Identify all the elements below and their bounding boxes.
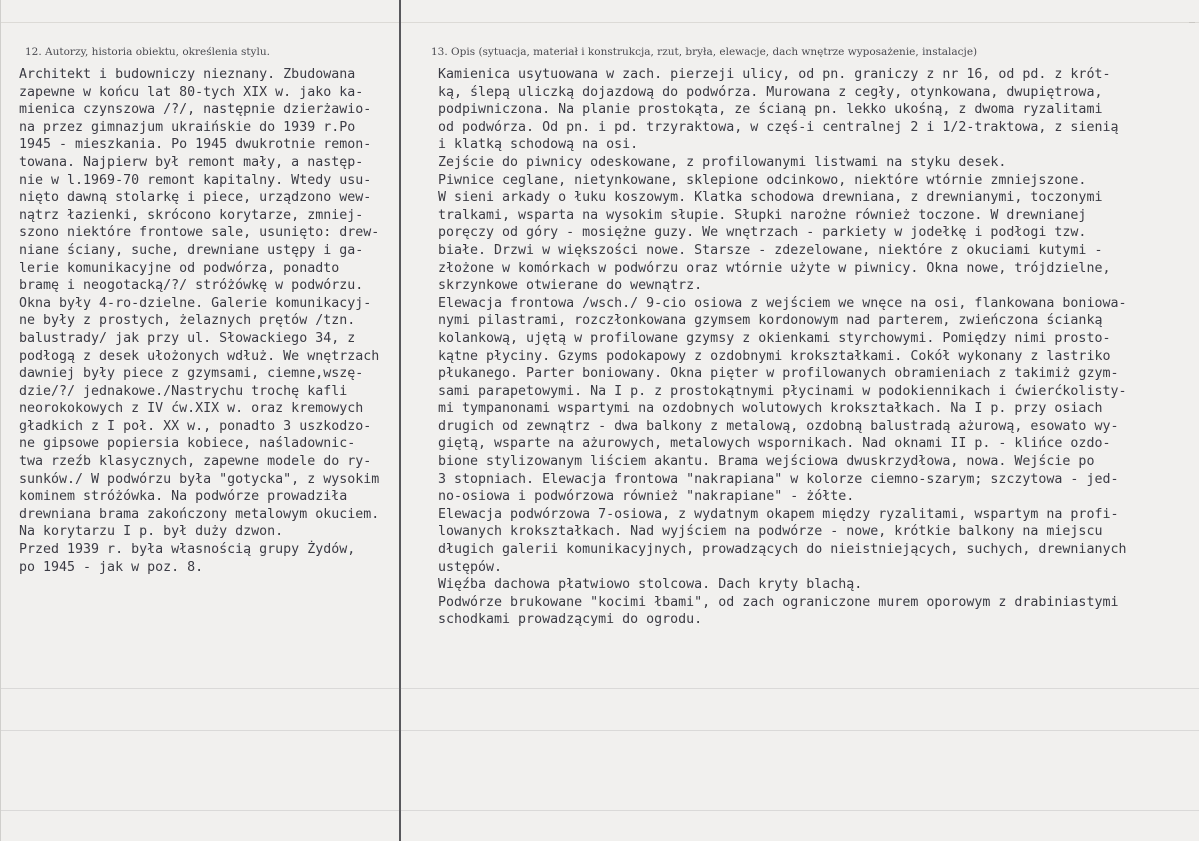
text-line: szono niektóre frontowe sale, usunięto: drew- bbox=[19, 225, 380, 241]
text-line: tralkami, wsparta na wysokim słupie. Słupki narożne również toczone. W drewnianej bbox=[438, 207, 1087, 223]
text-line: dawniej były piece z gzymsami, ciemne,wszę- bbox=[19, 366, 364, 382]
card-edge-mark bbox=[1189, 22, 1195, 23]
section-13-header: 13. Opis (sytuacja, materiał i konstrukcja, rzut, bryła, elewacje, dach wnętrze wyposażenie, instalacje) bbox=[431, 46, 978, 58]
text-line: podłogą z desek ułożonych wdłuż. We wnętrzach bbox=[19, 348, 380, 364]
text-line: nątrz łazienki, skrócono korytarze, zmniej- bbox=[19, 207, 364, 223]
text-line: twa rzeźb klasycznych, zapewne modele do ry- bbox=[19, 454, 372, 470]
text-line: i klatką schodową na osi. bbox=[438, 137, 639, 153]
text-line: lerie komunikacyjne od podwórza, ponadto bbox=[19, 260, 340, 276]
text-line: nie w l.1969-70 remont kapitalny. Wtedy usu- bbox=[19, 172, 372, 188]
text-line: sunków./ W podwórzu była "gotycka", z wysokim bbox=[19, 471, 380, 487]
section-12-header: 12. Autorzy, historia obiektu, określenia stylu. bbox=[25, 46, 270, 58]
text-line: ne były z prostych, żelaznych prętów /tzn. bbox=[19, 313, 356, 329]
text-line: ką, ślepą uliczką dojazdową do podwórza. Murowana z cegły, otynkowana, dwupiętrowa, bbox=[438, 84, 1103, 100]
text-line: podpiwniczona. Na planie prostokąta, ze ścianą pn. lekko ukośną, z dwoma ryzalitami bbox=[438, 102, 1103, 118]
text-line: zapewne w końcu lat 80-tych XIX w. jako ka- bbox=[19, 84, 364, 100]
text-line: bramę i neogotacką/?/ stróżówkę w podwórzu. bbox=[19, 278, 364, 294]
history-text-column bbox=[19, 66, 393, 576]
description-text-column bbox=[438, 66, 1190, 629]
text-line: sami parapetowymi. Na I p. z prostokątnymi płycinami w podokiennikach i ćwierćkolisty- bbox=[438, 383, 1127, 399]
text-line: towana. Najpierw był remont mały, a następ- bbox=[19, 154, 364, 170]
text-line: ne gipsowe popiersia kobiece, naśladownic- bbox=[19, 436, 356, 452]
text-line: mienica czynszowa /?/, następnie dzierżawio- bbox=[19, 102, 372, 118]
text-line: gładkich z I poł. XX w., ponadto 3 uszkodzo- bbox=[19, 418, 372, 434]
text-line: Kamienica usytuowana w zach. pierzeji ulicy, od pn. graniczy z nr 16, od pd. z krót- bbox=[438, 67, 1111, 82]
text-line: płukanego. Parter boniowany. Okna pięter w profilowanych obramieniach z takimiż gzym- bbox=[438, 366, 1119, 382]
text-line: Podwórze brukowane "kocimi łbami", od zach ograniczone murem oporowym z drabiniastymi bbox=[438, 594, 1119, 610]
text-line: balustrady/ jak przy ul. Słowackiego 34, z bbox=[19, 330, 356, 346]
text-line: ustępów. bbox=[438, 559, 503, 575]
text-line: W sieni arkady o łuku koszowym. Klatka schodowa drewniana, z drewnianymi, toczonymi bbox=[438, 190, 1103, 206]
text-line: poręczy od góry - mosiężne guzy. We wnętrzach - parkiety w jodełkę i podłogi tzw. bbox=[438, 225, 1087, 241]
text-line: Piwnice ceglane, nietynkowane, sklepione odcinkowo, niektóre wtórnie zmniejszone. bbox=[438, 172, 1087, 188]
text-line: skrzynkowe otwierane do wewnątrz. bbox=[438, 278, 703, 294]
text-line: drugich od zewnątrz - dwa balkony z metalową, ozdobną balustradą ażurową, esowato wy- bbox=[438, 418, 1119, 434]
text-line: Architekt i budowniczy nieznany. Zbudowana bbox=[19, 67, 356, 82]
text-line: lowanych krokształkach. Nad wyjściem na podwórze - nowe, krótkie balkony na miejscu bbox=[438, 524, 1103, 540]
text-line: nięto dawną stolarkę i piece, urządzono wew- bbox=[19, 190, 372, 206]
text-line: po 1945 - jak w poz. 8. bbox=[19, 559, 204, 575]
text-line: niane ściany, suche, drewniane ustępy i ga- bbox=[19, 242, 364, 258]
text-line: Na korytarzu I p. był duży dzwon. bbox=[19, 524, 284, 540]
text-line: mi tympanonami wspartymi na ozdobnych wolutowych krokształkach. Na I p. przy osiach bbox=[438, 401, 1103, 417]
text-line: dzie/?/ jednakowe./Nastrychu trochę kafli bbox=[19, 383, 348, 399]
text-line: kątne płyciny. Gzyms podokapowy z ozdobnymi krokształkami. Cokół wykonany z lastriko bbox=[438, 348, 1111, 364]
text-line: kominem stróżówka. Na podwórze prowadziła bbox=[19, 489, 348, 505]
text-line: drewniana brama zakończony metalowym okuciem. bbox=[19, 506, 380, 522]
text-line: bione stylizowanym liściem akantu. Brama wejściowa dwuskrzydłowa, nowa. Wejście po bbox=[438, 454, 1095, 470]
text-line: Zejście do piwnicy odeskowane, z profilowanymi listwami na styku desek. bbox=[438, 154, 1007, 170]
text-line: 3 stopniach. Elewacja frontowa "nakrapiana" w kolorze ciemno-szarym; szczytowa - jed- bbox=[438, 471, 1119, 487]
text-line: od podwórza. Od pn. i pd. trzyraktowa, w częś-i centralnej 2 i 1/2-traktowa, z sienią bbox=[438, 119, 1119, 135]
text-line: białe. Drzwi w większości nowe. Starsze - zdezelowane, niektóre z okuciami kutymi - bbox=[438, 242, 1103, 258]
text-line: Więźba dachowa płatwiowo stolcowa. Dach kryty blachą. bbox=[438, 577, 863, 593]
text-line: nymi pilastrami, rozczłonkowana gzymsem kordonowym nad parterem, zwieńczona ścianką bbox=[438, 313, 1103, 329]
text-line: długich galerii komunikacyjnych, prowadzących do nieistniejących, suchych, drewnianych bbox=[438, 542, 1127, 558]
text-line: Przed 1939 r. była własnością grupy Żydów, bbox=[19, 542, 356, 558]
text-line: kolankową, ujętą w profilowane gzymsy z okienkami styrchowymi. Pomiędzy nimi prosto- bbox=[438, 330, 1111, 346]
faint-form-lines bbox=[1, 660, 1199, 841]
text-line: Elewacja frontowa /wsch./ 9-cio osiowa z wejściem we wnęce na osi, flankowana boniowa- bbox=[438, 295, 1127, 311]
text-line: Okna były 4-ro-dzielne. Galerie komunikacyj- bbox=[19, 295, 372, 311]
text-line: złożone w komórkach w podwórzu oraz wtórnie użyte w piwnicy. Okna nowe, trójdzielne, bbox=[438, 260, 1111, 276]
text-line: giętą, wsparte na ażurowych, metalowych wspornikach. Nad oknami II p. - klińce ozdo- bbox=[438, 436, 1111, 452]
text-line: no-osiowa i podwórzowa również "nakrapiane" - żółte. bbox=[438, 489, 855, 505]
text-line: neorokokowych z IV ćw.XIX w. oraz kremowych bbox=[19, 401, 364, 417]
text-line: schodkami prowadzącymi do ogrodu. bbox=[438, 612, 703, 628]
card-top-edge bbox=[1, 0, 1199, 23]
text-line: na przez gimnazjum ukraińskie do 1939 r.Po bbox=[19, 119, 356, 135]
text-line: Elewacja podwórzowa 7-osiowa, z wydatnym okapem między ryzalitami, wspartym na profi- bbox=[438, 506, 1119, 522]
text-line: 1945 - mieszkania. Po 1945 dwukrotnie remon- bbox=[19, 137, 372, 153]
